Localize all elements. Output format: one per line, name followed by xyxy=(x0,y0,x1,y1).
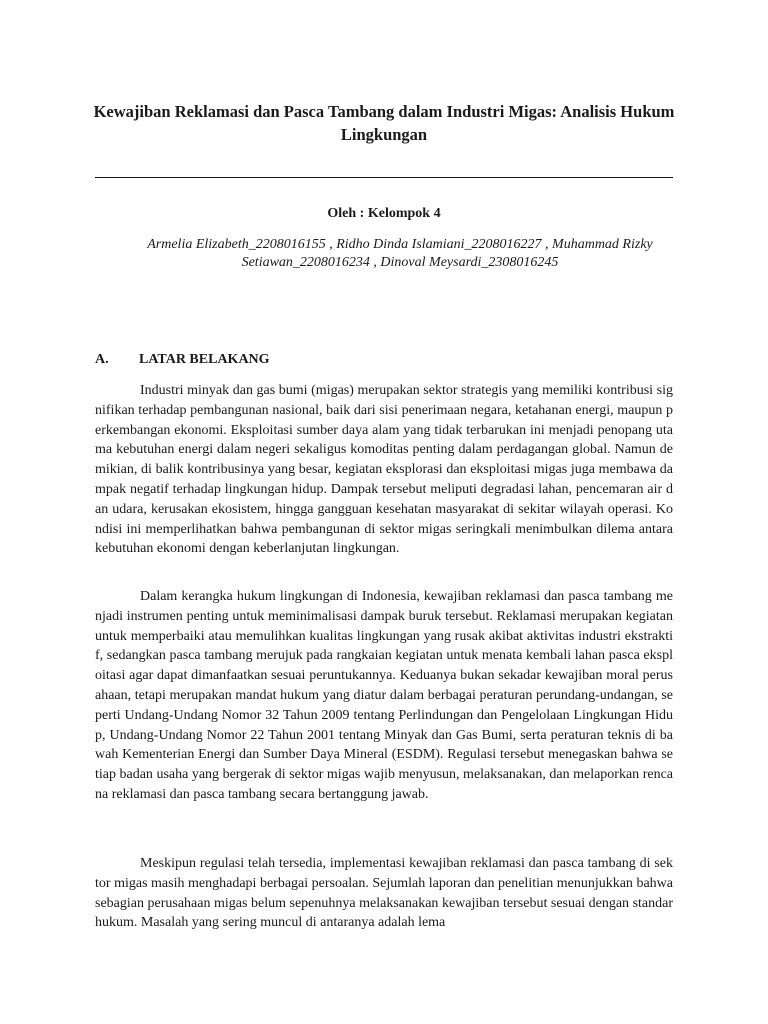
title-divider xyxy=(95,177,673,178)
section-title: LATAR BELAKANG xyxy=(139,352,270,367)
author-list: Armelia Elizabeth_2208016155 , Ridho Dinda Islamiani_2208016227 , Muhammad Rizky Setiawan_2208016234 , Dinoval Meysardi_2308016245 xyxy=(147,237,653,270)
body-paragraph: Meskipun regulasi telah tersedia, implementasi kewajiban reklamasi dan pasca tambang di sektor migas masih menghadapi berbagai persoalan. Sejumlah laporan dan penelitian menunjukkan bahwa sebagian perusahaan migas belum sepenuhnya melaksanakan kewajiban tersebut sesuai dengan standar hukum. Masalah yang sering muncul di antaranya adalah lema xyxy=(95,856,673,931)
body-paragraph: Industri minyak dan gas bumi (migas) merupakan sektor strategis yang memiliki kontribusi signifikan terhadap pembangunan nasional, baik dari sisi penerimaan negara, ketahanan energi, maupun perkembangan ekonomi. Eksploitasi sumber daya alam yang tidak terbarukan ini menjadi penopang utama kebutuhan energi dalam negeri sekaligus komoditas penting dalam perdagangan global. Namun demikian, di balik kontribusinya yang besar, kegiatan eksplorasi dan eksploitasi migas juga membawa dampak negatif terhadap lingkungan hidup. Dampak tersebut meliputi degradasi lahan, pencemaran air dan udara, kerusakan ekosistem, hingga gangguan kesehatan masyarakat di sekitar wilayah operasi. Kondisi ini memperlihatkan bahwa pembangunan di sektor migas seringkali menimbulkan dilema antara kebutuhan ekonomi dengan keberlanjutan lingkungan. xyxy=(95,383,673,557)
body-paragraph: Dalam kerangka hukum lingkungan di Indonesia, kewajiban reklamasi dan pasca tambang menjadi instrumen penting untuk meminimalisasi dampak buruk tersebut. Reklamasi merupakan kegiatan untuk memperbaiki atau memulihkan kualitas lingkungan yang rusak akibat aktivitas industri ekstraktif, sedangkan pasca tambang merujuk pada rangkaian kegiatan untuk menata kembali lahan pasca eksploitasi agar dapat dimanfaatkan sesuai peruntukannya. Keduanya bukan sekadar kewajiban moral perusahaan, tetapi merupakan mandat hukum yang diatur dalam berbagai peraturan perundang-undangan, seperti Undang-Undang Nomor 32 Tahun 2009 tentang Perlindungan dan Pengelolaan Lingkungan Hidup, Undang-Undang Nomor 22 Tahun 2001 tentang Minyak dan Gas Bumi, serta peraturan teknis di bawah Kementerian Energi dan Sumber Daya Mineral (ESDM). Regulasi tersebut menegaskan bahwa setiap badan usaha yang bergerak di sektor migas wajib menyusun, melaksanakan, dan melaporkan rencana reklamasi dan pasca tambang secara bertanggung jawab. xyxy=(95,589,673,802)
group-byline: Oleh : Kelompok 4 xyxy=(327,206,441,221)
section-heading xyxy=(95,351,270,369)
section-number: A. xyxy=(95,352,109,367)
document-title: Kewajiban Reklamasi dan Pasca Tambang dalam Industri Migas: Analisis Hukum Lingkungan xyxy=(93,102,675,144)
